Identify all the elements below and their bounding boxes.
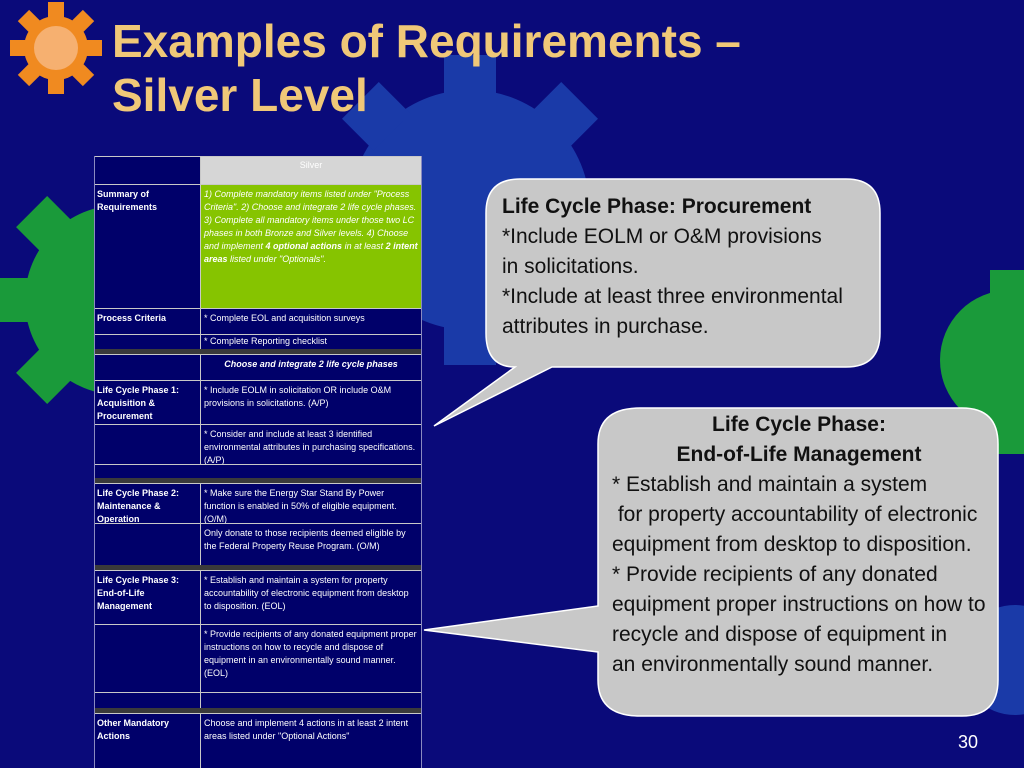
table-row-process-criteria-1 (95, 308, 421, 334)
process-criteria-item-1: * Complete EOL and acquisition surveys (204, 313, 365, 323)
summary-text-part-3: listed under "Optionals". (227, 254, 326, 264)
title-line-1: Examples of Requirements – (112, 15, 741, 67)
callout-procurement-line-2: in solicitations. (502, 255, 639, 278)
spacer-empty (95, 693, 201, 708)
table-header-silver: Silver (201, 157, 421, 184)
callout-eol-heading-1: Life Cycle Phase: (712, 413, 886, 436)
sun-gear-icon (10, 2, 102, 94)
phase2-item-1: * Make sure the Energy Star Stand By Power function is enabled in 50% of eligible equipment. (O/M) (204, 488, 397, 524)
table-row-phase2-b (95, 523, 421, 565)
slide-title (112, 14, 741, 122)
table-row-process-criteria-2 (95, 334, 421, 349)
phase3-label: Life Cycle Phase 3: End-of-Life Management (95, 571, 201, 624)
phase2-label: Life Cycle Phase 2: Maintenance & Operation (95, 484, 201, 523)
process-criteria-item-2: * Complete Reporting checklist (204, 336, 328, 346)
other-label: Other Mandatory Actions (95, 714, 201, 768)
callout-eol-heading-2: End-of-Life Management (676, 443, 922, 466)
callout-eol-line-5: equipment proper instructions on how to (612, 593, 986, 616)
phase1-label: Life Cycle Phase 1: Acquisition & Procurement (95, 381, 201, 464)
summary-text-part-2: in at least (342, 241, 386, 251)
summary-bold-optional-actions: 4 optional actions (265, 241, 343, 251)
choose-phases-text: Choose and integrate 2 life cycle phases (224, 359, 398, 369)
table-row-phase1-a (95, 380, 421, 424)
table-row-phase3-b (95, 624, 421, 692)
summary-text-part-1: 1) Complete mandatory items listed under "Process Criteria". 2) Choose and integrate 2 life cycle phases. 3) Complete all mandatory items under those two LC phases in both Bronze and Silver levels. 4) Choose and implement (204, 189, 417, 251)
process-criteria-label: Process Criteria (95, 309, 201, 334)
phase3-empty (95, 625, 201, 692)
callout-eol-line-2: for property accountability of electronic (612, 503, 978, 526)
callout-procurement-line-3: *Include at least three environmental (502, 285, 843, 308)
requirements-table (94, 156, 422, 768)
callout-procurement (502, 192, 843, 342)
table-row-spacer-2 (95, 692, 421, 708)
summary-label: Summary of Requirements (95, 185, 201, 308)
title-line-2: Silver Level (112, 69, 368, 121)
phase3-item-2: * Provide recipients of any donated equipment proper instructions on how to recycle and dispose of equipment in an environmentally sound manner. (EOL) (204, 629, 417, 678)
table-row-summary (95, 184, 421, 308)
table-row-phase1-b (95, 424, 421, 464)
choose-phases-empty (95, 355, 201, 380)
table-header-empty-cell (95, 157, 201, 184)
table-row-spacer-1 (95, 464, 421, 478)
callout-eol-line-3: equipment from desktop to disposition. (612, 533, 972, 556)
callout-eol-line-6: recycle and dispose of equipment in (612, 623, 948, 646)
other-text: Choose and implement 4 actions in at least 2 intent areas listed under "Optional Actions" (204, 718, 409, 741)
table-row-other (95, 713, 421, 768)
table-row-phase2-a (95, 483, 421, 523)
phase3-item-1: * Establish and maintain a system for property accountability of electronic equipment from desktop to disposition. (EOL) (204, 575, 409, 611)
table-header-row (95, 156, 421, 184)
callout-procurement-heading: Life Cycle Phase: Procurement (502, 195, 812, 218)
page-number: 30 (958, 732, 979, 752)
process-criteria-empty (95, 335, 201, 349)
summary-text (201, 185, 421, 308)
callout-eol-line-1: * Establish and maintain a system (612, 473, 928, 496)
callout-eol (612, 410, 986, 680)
summary-bold-intent-areas: 2 intent areas (204, 241, 418, 264)
phase2-empty (95, 524, 201, 565)
callout-eol-line-4: * Provide recipients of any donated (612, 563, 938, 586)
callout-procurement-line-4: attributes in purchase. (502, 315, 709, 338)
phase2-item-2: Only donate to those recipients deemed eligible by the Federal Property Reuse Program. (O/M) (204, 528, 406, 551)
table-row-phase3-a (95, 570, 421, 624)
phase1-item-2: * Consider and include at least 3 identified environmental attributes in purchasing specifications. (A/P) (204, 429, 416, 465)
callout-procurement-line-1: *Include EOLM or O&M provisions (502, 225, 822, 248)
phase1-empty (95, 425, 201, 464)
table-row-choose-phases (95, 354, 421, 380)
callout-eol-line-7: an environmentally sound manner. (612, 653, 934, 676)
phase1-item-1: * Include EOLM in solicitation OR include O&M provisions in solicitations. (A/P) (204, 385, 392, 408)
